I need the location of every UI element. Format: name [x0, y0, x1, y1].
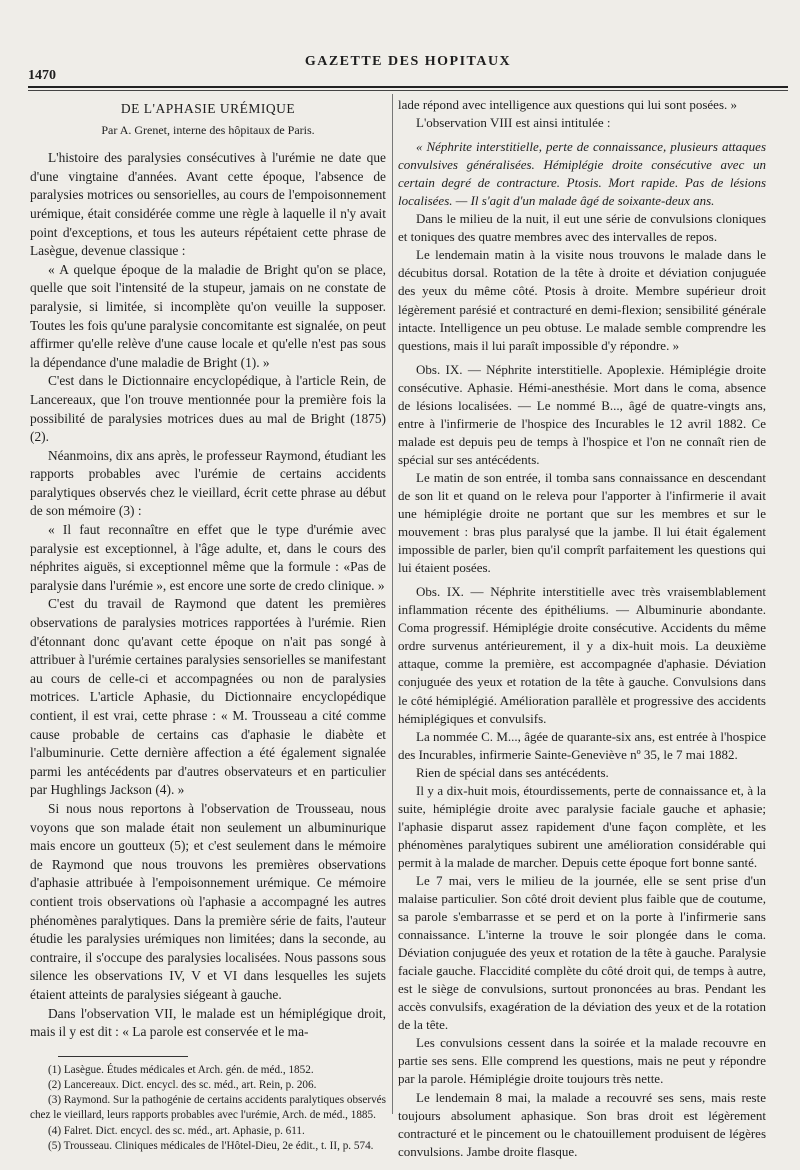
paragraph: Le 7 mai, vers le milieu de la journée, elle se sent prise d'un malaise particulier. Son côté droit devient plus faible que de coutume, sa parole s'embarrasse et se perd et on la porte à l'infirmerie sans connaissance. L'interne la trouve le soir plongée dans le coma. Déviation conjuguée des yeux et rotation de la tête à gauche. Paralysie faciale gauche. Flaccidité complète du côté droit qui, de temps à autre, est le siège de convulsions, surtout prononcées au bras. Pendant les accès convulsifs, exagération de la déviation des yeux et de la rotation de la tête. — [398, 872, 766, 1033]
paragraph: Les convulsions cessent dans la soirée et la malade recouvre en partie ses sens. Elle comprend les questions, mais ne peut y répondre par la parole. Hémiplégie droite toujours très nette. — [398, 1035, 766, 1087]
footnote: (4) Falret. Dict. encycl. des sc. méd., art. Aphasie, p. 611. — [48, 1124, 305, 1137]
journal-title: GAZETTE DES HOPITAUX — [304, 54, 512, 69]
quote-paragraph: « A quelque époque de la maladie de Bright qu'on se place, quelle que soit l'intensité de la stupeur, jamais on ne constate de paralysie, si limitée, si incomplète qu'on veuille la supposer. Toutes les fois qu'une paralysie concomitante est signalée, on peut affirmer qu'elle relève d'une cause locale et qu'elle n'est pas sous la dépendance d'une maladie de Bright (1). » — [30, 261, 386, 370]
paragraph: Le matin de son entrée, il tomba sans connaissance en descendant de son lit et quand on le releva pour l'apporter à l'infirmerie il avait une hémiplégie droite ne portant que sur les membres et sur le mouvement : bras plus paralysé que la jambe. Il lui était également impossible de parler, bien qu'il comprît parfaitement les questions qui lui étaient posées. — [398, 469, 766, 576]
paragraph: C'est du travail de Raymond que datent les premières observations de paralysies motrices rapportées à l'urémie. Rien d'étonnant donc qu'avant cette époque on n'ait pas songé à attribuer à l'urémie certaines paralysies sensorielles se manifestant au cours de celle-ci et accompagnées ou non de paralysies motrices. L'article Aphasie, du Dictionnaire encyclopédique contient, il est vrai, cette phrase : « M. Trousseau a cité comme cause probable de certains cas d'aphasie le diabète et l'albuminurie. Cette dernière affection a été également signalée parmi les antécédents par d'autres observateurs et en particulier par Hughlings Jackson (4). » — [30, 596, 386, 798]
column-divider — [392, 94, 393, 1114]
header-rule-thin — [28, 90, 788, 91]
page-number: 1470 — [28, 68, 56, 83]
footnote: (1) Lasègue. Études médicales et Arch. gén. de méd., 1852. — [48, 1063, 314, 1076]
paragraph: Dans le milieu de la nuit, il eut une série de convulsions cloniques et toniques des quatre membres avec des intervalles de repos. — [398, 211, 766, 245]
left-column — [30, 96, 386, 1154]
article-byline: Par A. Grenet, interne des hôpitaux de Paris. — [101, 122, 315, 137]
footnote-rule — [58, 1056, 188, 1057]
footnotes — [30, 1063, 386, 1154]
paragraph: Le lendemain matin à la visite nous trouvons le malade dans le décubitus dorsal. Rotation de la tête à droite et déviation conjuguée des yeux du même côté. Ptosis à droite. Membre supérieur droit légèrement parésié et contracturé en demi-flexion; sensibilité générale intacte. Intelligence un peu obtuse. Le malade semble comprendre les questions, mais il lui paraît impossible d'y répondre. » — [398, 247, 766, 353]
paragraph: C'est dans le Dictionnaire encyclopédique, à l'article Rein, de Lancereaux, que l'on trouve mentionnée pour la première fois la possibilité de paralysies motrices dues au mal de Bright (1875) (2). — [30, 373, 386, 445]
paragraph: Dans l'observation VII, le malade est un hémiplégique droit, mais il y est dit : « La parole est conservée et le ma- — [30, 1005, 386, 1040]
paragraph: L'observation VIII est ainsi intitulée : — [416, 115, 611, 131]
paragraph: lade répond avec intelligence aux questions qui lui sont posées. » — [398, 97, 737, 112]
paragraph: Il y a dix-huit mois, étourdissements, perte de connaissance et, à la suite, hémiplégie droite avec paralysie faciale gauche et aphasie; l'aphasie disparut assez rapidement d'une façon complète, et les phénomènes paralytiques subirent une amélioration considérable qui permit à la malade de marcher. Depuis cette époque fort bonne santé. — [398, 782, 766, 870]
observation-heading: Obs. IX. — Néphrite interstitielle avec très vraisemblablement inflammation récente des épithéliums. — Albuminurie abondante. Coma progressif. Hémiplégie droite consécutive. Accidents du même ordre survenus antérieurement, il y a dix-huit mois. La deuxième attaque, comme la première, est accompagnée d'aphasie. Déviation conjuguée des yeux et rotation de la tête à gauche. Convulsions dans le côté hémiplégié. Amélioration parallèle et progressive des accidents hémiplégiques et convulsifs. — [398, 584, 766, 726]
paragraph: Le lendemain 8 mai, la malade a recouvré ses sens, mais reste toujours absolument aphasique. Son bras droit est légèrement contracturé et le pincement ou le chatouillement produisent de légères convulsions. Jambe droite flasque. — [398, 1089, 766, 1159]
footnote: (3) Raymond. Sur la pathogénie de certains accidents paralytiques observés chez le vieillard, leurs rapports probables avec l'urémie, Arch. de méd., 1885. — [30, 1094, 387, 1122]
article-title: DE L'APHASIE URÉMIQUE — [120, 101, 296, 116]
quote-paragraph: « Il faut reconnaître en effet que le type d'urémie avec paralysie est exceptionnel, à l'âge adulte, et, dans le cours des néphrites aiguës, si exceptionnel même que la formule : «Pas de paralysie dans l'urémie », est encore une sorte de credo clinique. » — [30, 522, 386, 593]
paragraph: Si nous nous reportons à l'observation de Trousseau, nous voyons que son malade était non seulement un albuminurique mais encore un goutteux (5); et c'est seulement dans le mémoire de Raymond que nous trouvons les premières observations d'aphasie attribuée à l'empoisonnement urémique. Ce mémoire contient trois observations où l'aphasie a accompagné les autres phénomènes paralytiques. Dans la première série de faits, l'auteur étudie les paralysies urémiques non limitées; dans la seconde, au contraire, il s'occupe des paralysies localisées. Nous passons sous silence les observations IV, V et VI dans lesquelles les sujets étaient atteints de paralysies siégeant à gauche. — [30, 800, 386, 1002]
paragraph: Rien de spécial dans ses antécédents. — [416, 764, 609, 780]
header-rule — [28, 86, 788, 88]
observation-heading: « Néphrite interstitielle, perte de connaissance, plusieurs attaques convulsives généralisées. Hémiplégie droite consécutive avec un certain degré de contracture. Ptosis. Mort rapide. Pas de lésions localisées. — Il s'agit d'un malade âgé de soixante-deux ans. — [398, 139, 766, 209]
paragraph: La nommée C. M..., âgée de quarante-six ans, est entrée à l'hospice des Incurables, infirmerie Sainte-Geneviève nº 35, le 7 mai 1882. — [398, 728, 766, 762]
page-header — [28, 54, 788, 84]
observation-heading: Obs. IX. — Néphrite interstitielle. Apoplexie. Hémiplégie droite consécutive. Aphasie. Hémi-anesthésie. Mort dans le coma, absence de lésions localisées. — Le nommé B..., âgé de quatre-vingts ans, entre à l'infirmerie de l'hospice des Incurables le 12 avril 1882. Ce malade est depuis peu de temps à l'hospice et l'on ne connaît rien de spécial sur ses antécédents. — [398, 361, 766, 467]
right-column — [398, 96, 766, 1161]
paragraph: Néanmoins, dix ans après, le professeur Raymond, étudiant les rapports probables avec l'urémie de certains accidents paralytiques observés chez le vieillard, écrit cette phrase au début de son mémoire (3) : — [30, 447, 386, 519]
footnote: (5) Trousseau. Cliniques médicales de l'Hôtel-Dieu, 2e édit., t. II, p. 574. — [48, 1139, 374, 1152]
paragraph: L'histoire des paralysies consécutives à l'urémie ne date que d'une vingtaine d'années. Avant cette époque, l'absence de paralysies motrices ou sensorielles, au cours de l'empoisonnement urémique, était considérée comme une règle à laquelle il n'y avait point d'exceptions, et tous les auteurs répétaient cette phrase de Lasègue, devenue classique : — [30, 150, 386, 259]
footnote: (2) Lancereaux. Dict. encycl. des sc. méd., art. Rein, p. 206. — [48, 1078, 317, 1091]
